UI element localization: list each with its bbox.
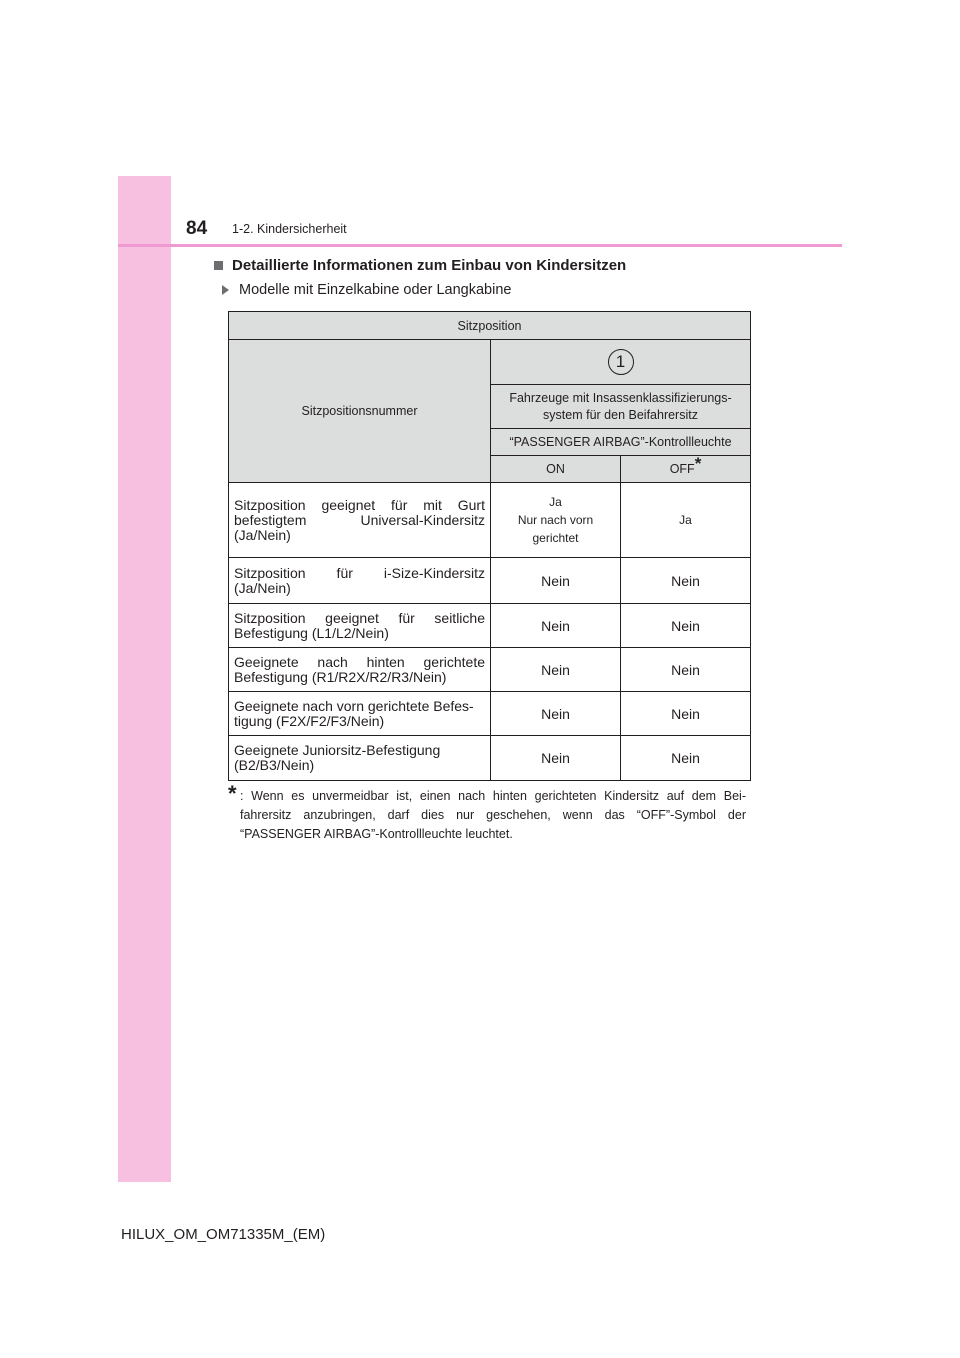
row-on-value: Nein — [491, 558, 621, 604]
square-bullet-icon — [214, 261, 223, 270]
on-value-line: gerichtet — [532, 531, 579, 545]
row-off-value: Nein — [621, 648, 751, 692]
col-on-header: ON — [491, 456, 621, 483]
indicator-header: “PASSENGER AIRBAG”-Kontrollleuchte — [491, 429, 751, 456]
footnote — [228, 781, 746, 844]
heading-text: Detaillierte Informationen zum Einbau von Kindersitzen — [232, 257, 627, 274]
chapter-sidebar-tab — [118, 176, 171, 1182]
col-off-label: OFF — [669, 462, 695, 476]
triangle-bullet-icon — [222, 285, 229, 295]
footnote-text: : Wenn es unvermeidbar ist, einen nach hinten gerichteten Kindersitz auf dem Bei-fahrersitz anzubringen, darf dies nur geschehen, wenn das “OFF”-Symbol der “PASSENGER AIRBAG”-Kontrollleuchte leuchtet. — [240, 789, 746, 841]
document-id: HILUX_OM_OM71335M_(EM) — [121, 1226, 326, 1243]
row-label: Geeignete nach hinten gerichtete Befestigung (R1/R2X/R2/R3/Nein) — [229, 648, 491, 692]
header-divider — [118, 244, 842, 247]
table-top-header: Sitzposition — [229, 312, 751, 340]
row-label: Sitzposition für i-Size-Kindersitz (Ja/Nein) — [229, 558, 491, 604]
subheading — [222, 282, 511, 298]
row-label: Sitzposition geeignet für mit Gurt befestigtem Universal-Kindersitz (Ja/Nein) — [229, 483, 491, 558]
row-off-value: Nein — [621, 692, 751, 736]
seat-number-label: Sitzpositionsnummer — [229, 340, 491, 483]
row-off-value: Nein — [621, 736, 751, 781]
on-value-line: Nur nach vorn — [517, 513, 594, 527]
row-on-value: Nein — [491, 692, 621, 736]
page-number: 84 — [186, 218, 208, 239]
seat-number-circle: 1 — [608, 349, 634, 375]
classification-header: Fahrzeuge mit Insassenklassifizierungs-system für den Beifahrersitz — [491, 385, 751, 429]
row-off-value: Nein — [621, 558, 751, 604]
row-label: Geeignete nach vorn gerichtete Befes-tigung (F2X/F2/F3/Nein) — [229, 692, 491, 736]
footnote-marker: * — [228, 781, 237, 806]
row-on-value: Nein — [491, 604, 621, 648]
subheading-text: Modelle mit Einzelkabine oder Langkabine — [239, 282, 512, 298]
section-title: 1-2. Kindersicherheit — [232, 222, 347, 236]
row-on-value: Nein — [491, 648, 621, 692]
row-on-value: Nein — [491, 736, 621, 781]
row-on-value — [491, 483, 621, 558]
section-heading — [214, 257, 626, 274]
row-off-value: Nein — [621, 604, 751, 648]
row-off-value: Ja — [621, 483, 751, 558]
row-label: Sitzposition geeignet für seitliche Befestigung (L1/L2/Nein) — [229, 604, 491, 648]
on-value-line: Ja — [549, 495, 562, 509]
footnote-star: * — [694, 454, 702, 473]
row-label: Geeignete Juniorsitz-Befestigung (B2/B3/Nein) — [229, 736, 491, 781]
child-seat-table — [228, 311, 751, 781]
col-off-header — [621, 456, 751, 483]
seat-number-cell — [491, 340, 751, 385]
